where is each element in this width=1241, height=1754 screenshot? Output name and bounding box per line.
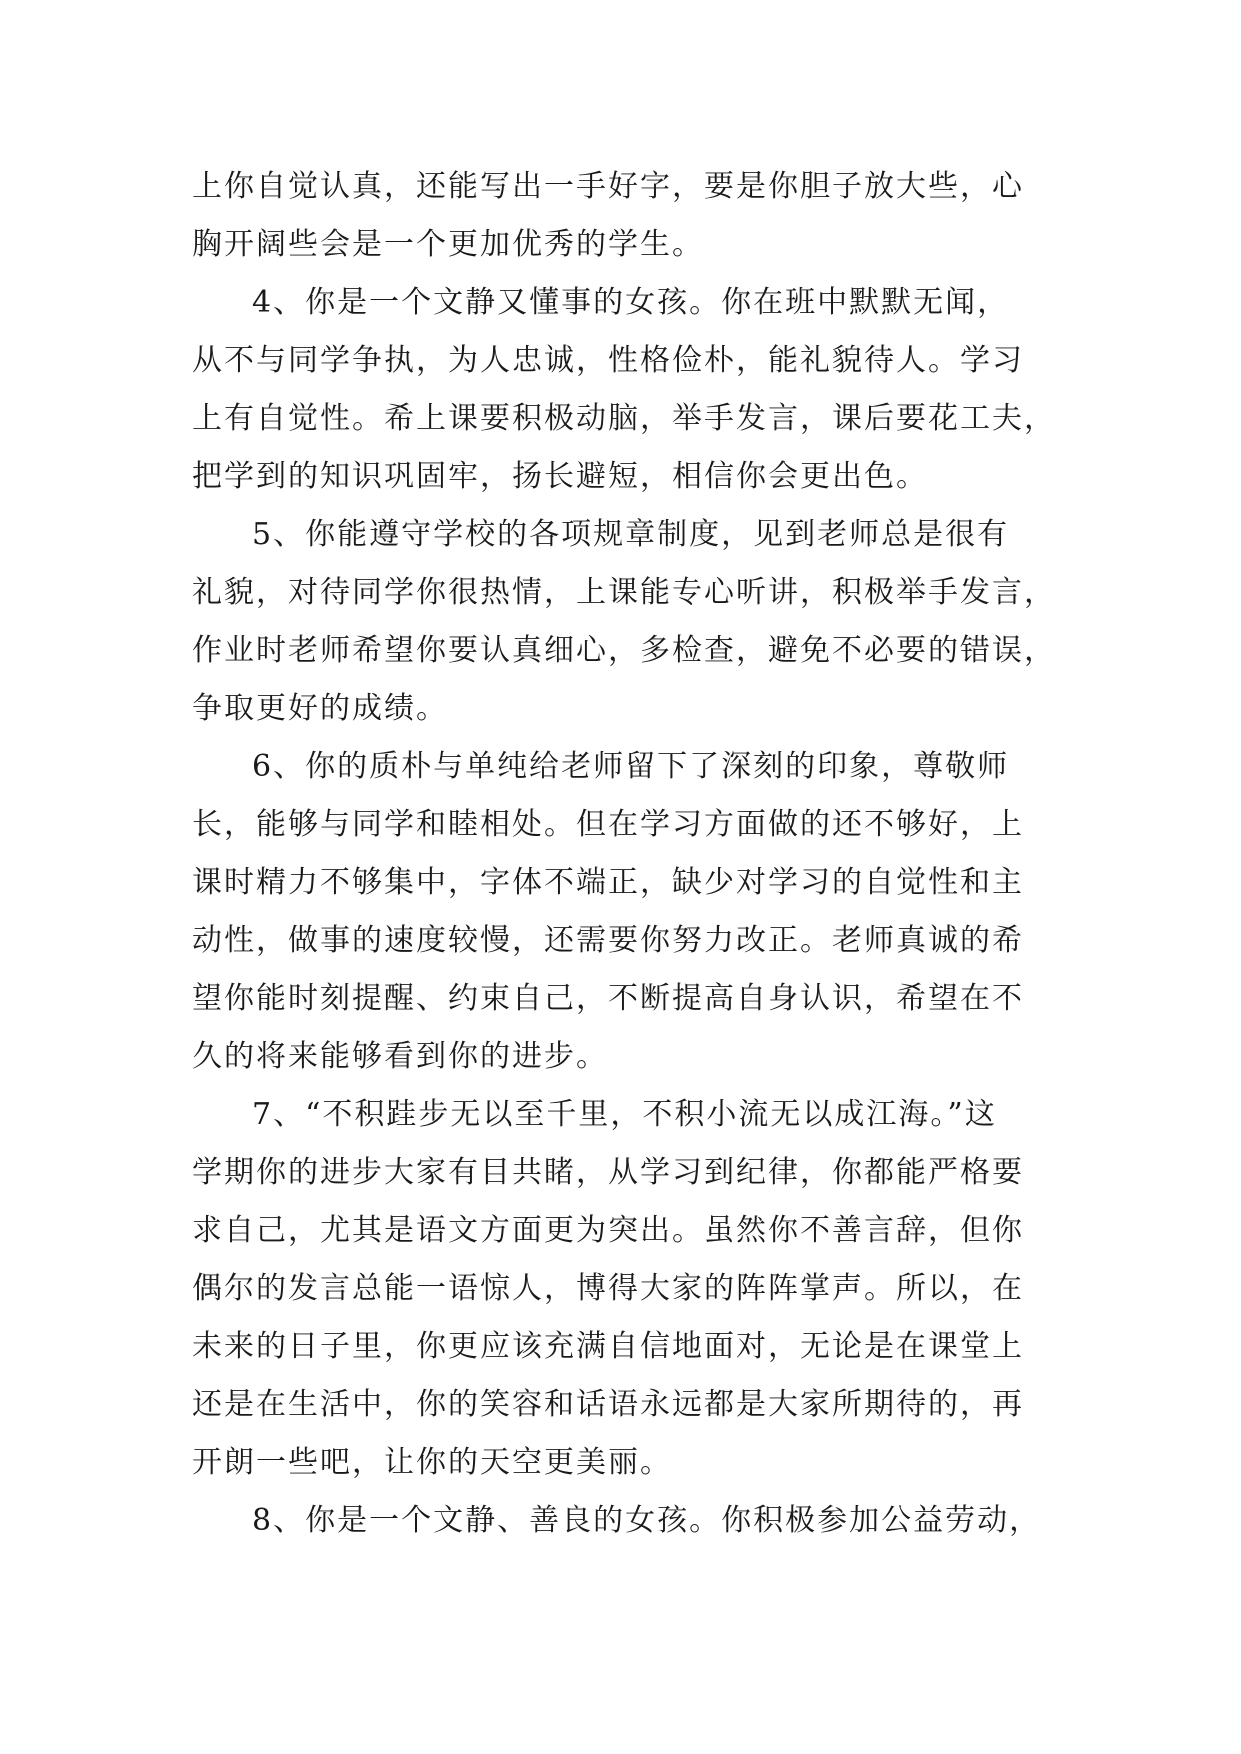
text-line: 上你自觉认真，还能写出一手好字，要是你胆子放大些，心 [192,169,1024,204]
text-line: 望你能时刻提醒、约束自己，不断提高自身认识，希望在不 [192,981,1024,1016]
text-line: 偶尔的发言总能一语惊人，博得大家的阵阵掌声。所以，在 [192,1271,1024,1306]
text-line: 作业时老师希望你要认真细心，多检查，避免不必要的错误， [192,633,1056,668]
text-line: 求自己，尤其是语文方面更为突出。虽然你不善言辞，但你 [192,1213,1024,1248]
text-line: 动性，做事的速度较慢，还需要你努力改正。老师真诚的希 [192,923,1024,958]
text-line: 还是在生活中，你的笑容和话语永远都是大家所期待的，再 [192,1387,1024,1422]
text-line: 上有自觉性。希上课要积极动脑，举手发言，课后要花工夫， [192,401,1056,436]
text-line: 长，能够与同学和睦相处。但在学习方面做的还不够好，上 [192,807,1024,842]
paragraph-start-line: 8、你是一个文静、善良的女孩。你积极参加公益劳动， [252,1503,1042,1538]
text-line: 争取更好的成绩。 [192,691,448,726]
paragraph-start-line: 5、你能遵守学校的各项规章制度，见到老师总是很有 [252,517,1010,552]
paragraph-start-line: 4、你是一个文静又懂事的女孩。你在班中默默无闻， [252,285,1010,320]
text-line: 把学到的知识巩固牢，扬长避短，相信你会更出色。 [192,459,928,494]
text-line: 课时精力不够集中，字体不端正，缺少对学习的自觉性和主 [192,865,1024,900]
paragraph-start-line: 6、你的质朴与单纯给老师留下了深刻的印象，尊敬师 [252,749,1010,784]
text-line: 胸开阔些会是一个更加优秀的学生。 [192,227,704,262]
document-body [192,158,1056,1550]
text-line: 久的将来能够看到你的进步。 [192,1039,608,1074]
text-line: 未来的日子里，你更应该充满自信地面对，无论是在课堂上 [192,1329,1024,1364]
paragraph-start-line: 7、“不积跬步无以至千里，不积小流无以成江海。”这 [252,1097,997,1132]
text-line: 学期你的进步大家有目共睹，从学习到纪律，你都能严格要 [192,1155,1024,1190]
text-line: 礼貌，对待同学你很热情，上课能专心听讲，积极举手发言， [192,575,1056,610]
text-line: 从不与同学争执，为人忠诚，性格俭朴，能礼貌待人。学习 [192,343,1024,378]
text-line: 开朗一些吧，让你的天空更美丽。 [192,1445,672,1480]
